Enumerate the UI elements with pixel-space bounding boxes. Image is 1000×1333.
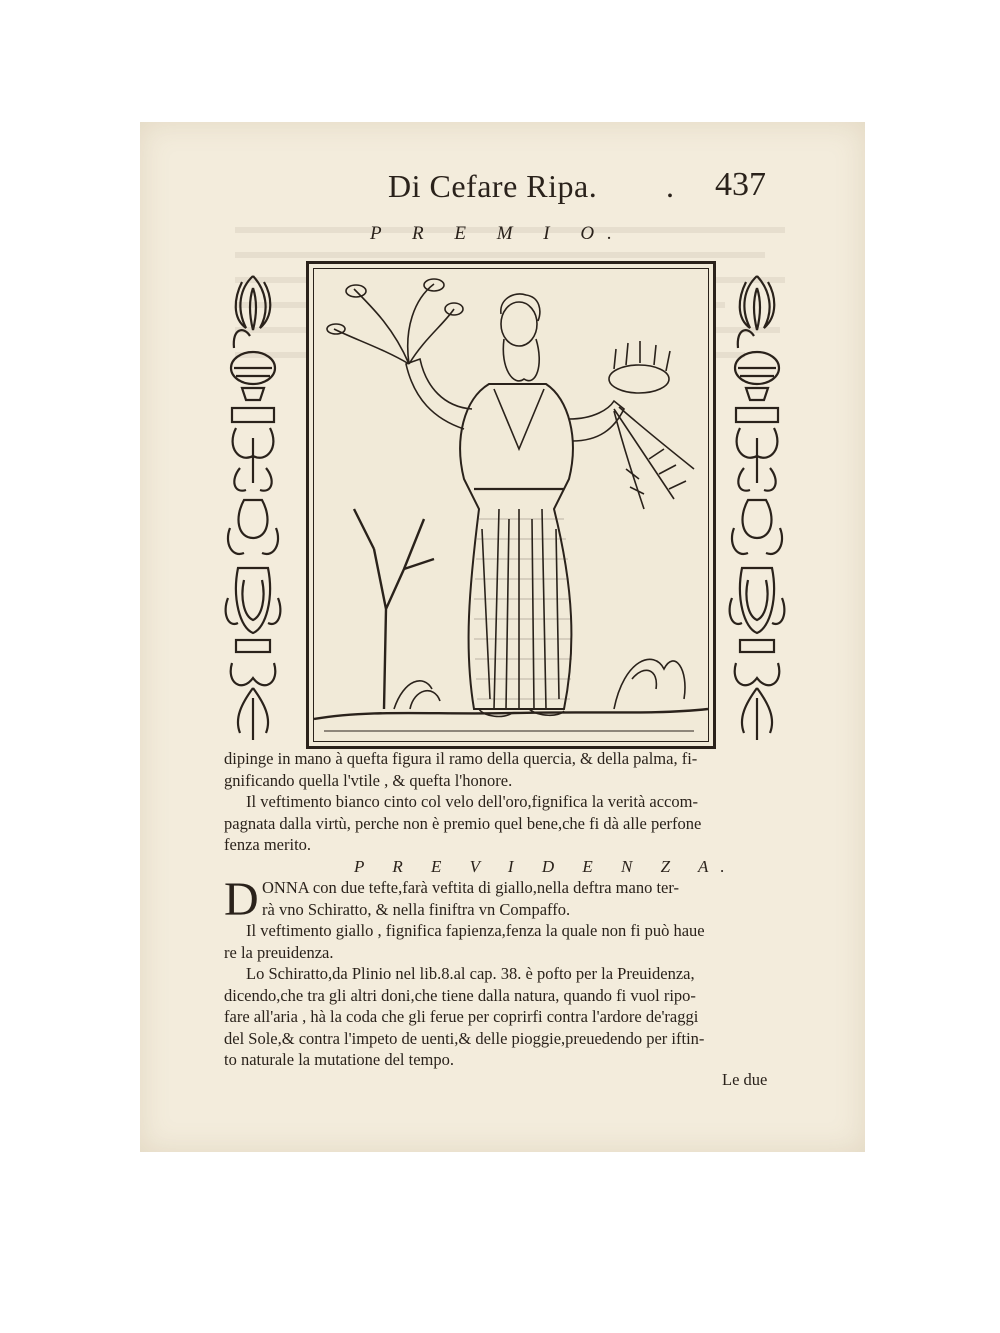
text-line: Il veftimento bianco cinto col velo dell'oro,fignifica la verità accom- bbox=[246, 792, 698, 811]
section-heading-previdenza: P R E V I D E N Z A. bbox=[354, 856, 737, 876]
allegorical-figure-woodcut bbox=[314, 269, 708, 741]
text-line: Lo Schiratto,da Plinio nel lib.8.al cap. 38. è pofto per la Preuidenza, bbox=[246, 964, 695, 983]
text-line: re la preuidenza. bbox=[224, 942, 334, 962]
text-line: fenza merito. bbox=[224, 835, 312, 854]
catchword: Le due bbox=[722, 1070, 768, 1089]
text-line: ONNA con due tefte,farà veftita di giallo,nella deftra mano ter- bbox=[262, 878, 680, 897]
header-separator: . bbox=[666, 168, 674, 204]
page-number: 437 bbox=[715, 166, 766, 203]
running-title: Di Cefare Ripa. bbox=[388, 168, 598, 204]
text-line: dicendo,che tra gli altri doni,che tiene dalla natura, quando fi vuol ripo- bbox=[224, 985, 696, 1005]
text-line: dipinge in mano à quefta figura il ramo della quercia, & della palma, fi- bbox=[224, 749, 698, 768]
text-line: to naturale la mutatione del tempo. bbox=[224, 1050, 455, 1069]
text-line: del Sole,& contra l'impeto de uenti,& delle pioggie,preuedendo per iftin- bbox=[224, 1028, 705, 1048]
text-line: gnificando quella l'vtile , & quefta l'honore. bbox=[224, 770, 513, 790]
right-ornamental-border bbox=[726, 268, 788, 746]
woodcut-plate bbox=[306, 261, 716, 749]
left-ornamental-border bbox=[222, 268, 284, 746]
text-line: rà vno Schiratto, & nella finiftra vn Compaffo. bbox=[262, 899, 571, 919]
text-line: pagnata dalla virtù, perche non è premio quel bene,che fi dà alle perfone bbox=[224, 813, 702, 833]
dropcap-paragraph bbox=[224, 873, 792, 926]
plate-title: P R E M I O. bbox=[370, 223, 625, 244]
drop-cap: D bbox=[224, 873, 259, 926]
text-line: Il veftimento giallo , fignifica fapienza,fenza la quale non fi può haue bbox=[246, 921, 705, 940]
woodcut-frame bbox=[313, 268, 709, 742]
body-text bbox=[224, 748, 792, 1071]
text-line: fare all'aria , hà la coda che gli ferue per coprirfi contra l'ardore de'raggi bbox=[224, 1007, 699, 1026]
